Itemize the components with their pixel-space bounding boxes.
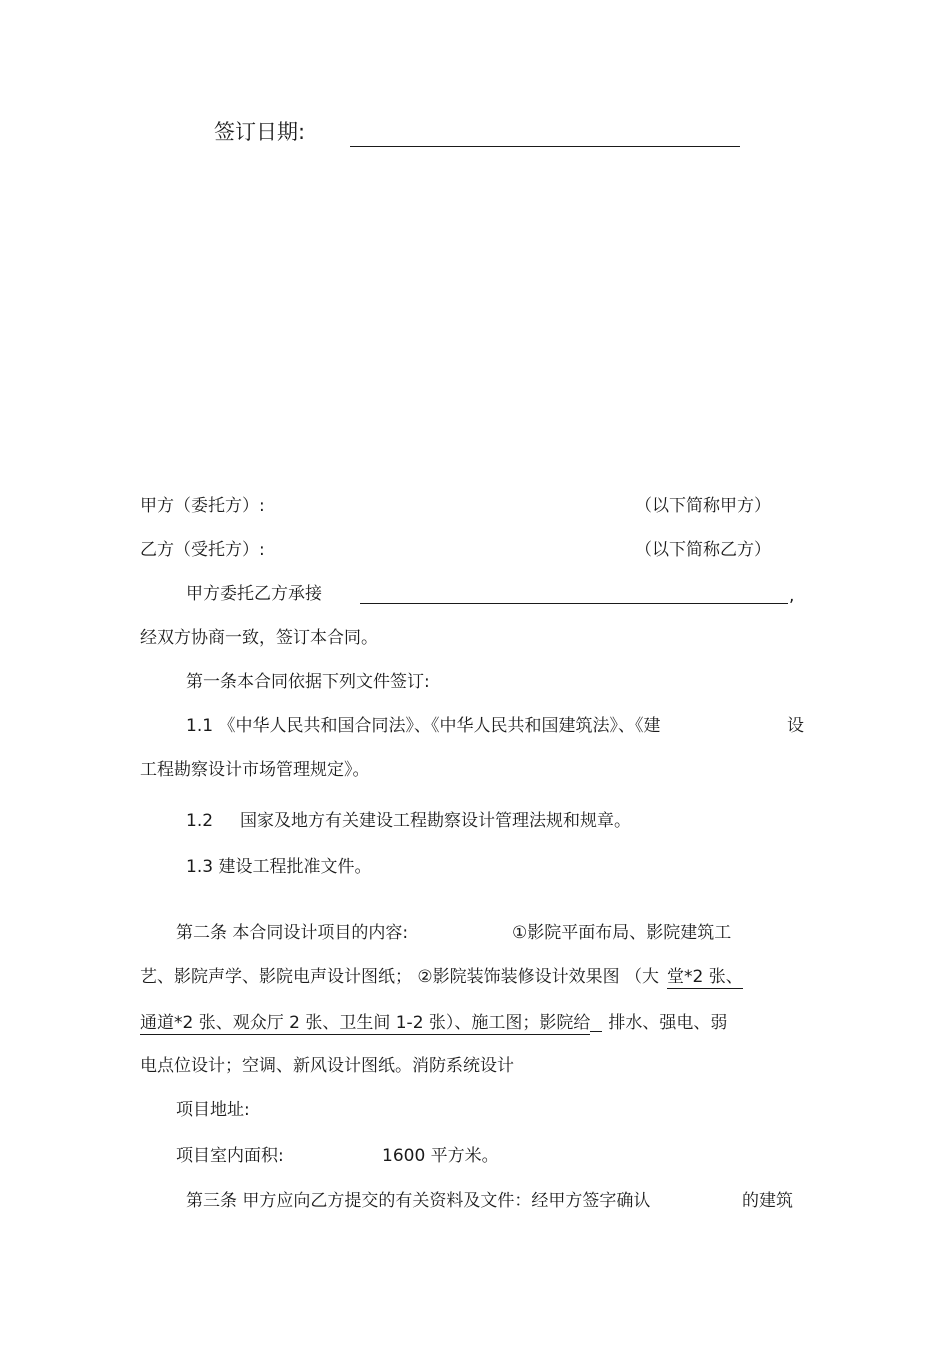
article1-title: 第一条本合同依据下列文件签订: <box>186 672 430 692</box>
article1-item2-text: 国家及地方有关建设工程勘察设计管理法规和规章。 <box>240 811 631 831</box>
article3-text: 第三条 甲方应向乙方提交的有关资料及文件：经甲方签字确认 <box>186 1191 651 1211</box>
article2-line3-underlined: 通道*2 张、观众厅 2 张、卫生间 1-2 张）、施工图；影院给 <box>140 1013 591 1033</box>
entrust-prefix: 甲方委托乙方承接 <box>186 584 322 604</box>
party-b-suffix: （以下简称乙方） <box>635 540 771 560</box>
party-a-suffix: （以下简称甲方） <box>635 496 771 516</box>
article2-title: 第二条 本合同设计项目的内容: <box>176 923 409 943</box>
article2-line2 <box>140 969 743 986</box>
article2-line3-plain: 排水、强电、弱 <box>608 1013 728 1033</box>
article2-content-start: ①影院平面布局、影院建筑工 <box>512 923 732 943</box>
article2-line4: 电点位设计；空调、新风设计图纸。消防系统设计 <box>140 1056 514 1076</box>
article2-line2-plain: 艺、影院声学、影院电声设计图纸； ②影院装饰装修设计效果图 （大 <box>140 967 660 987</box>
project-area-value: 1600 平方米。 <box>382 1146 499 1166</box>
project-name-blank-line <box>360 603 788 604</box>
project-address-label: 项目地址: <box>176 1100 250 1120</box>
party-b-label: 乙方（受托方）: <box>140 540 265 560</box>
article1-item1-line1: 1.1 《中华人民共和国合同法》、《中华人民共和国建筑法》、《建 <box>186 716 661 736</box>
party-a-label: 甲方（委托方）: <box>140 496 265 516</box>
article2-line2-underlined: 堂*2 张、 <box>667 967 743 987</box>
article1-item1-line1-tail: 设 <box>787 716 804 736</box>
project-area-label: 项目室内面积: <box>176 1146 284 1166</box>
article1-item2-num: 1.2 <box>186 811 214 831</box>
article1-item3: 1.3 建设工程批准文件。 <box>186 857 372 877</box>
sign-date-label: 签订日期: <box>214 120 306 144</box>
article1-item1-line2: 工程勘察设计市场管理规定》。 <box>140 760 370 780</box>
article2-line3 <box>140 1014 727 1032</box>
agreement-text: 经双方协商一致，签订本合同。 <box>140 628 378 648</box>
entrust-comma: , <box>789 586 795 606</box>
sign-date-blank-line <box>350 146 740 147</box>
article3-text-tail: 的建筑 <box>742 1191 793 1211</box>
